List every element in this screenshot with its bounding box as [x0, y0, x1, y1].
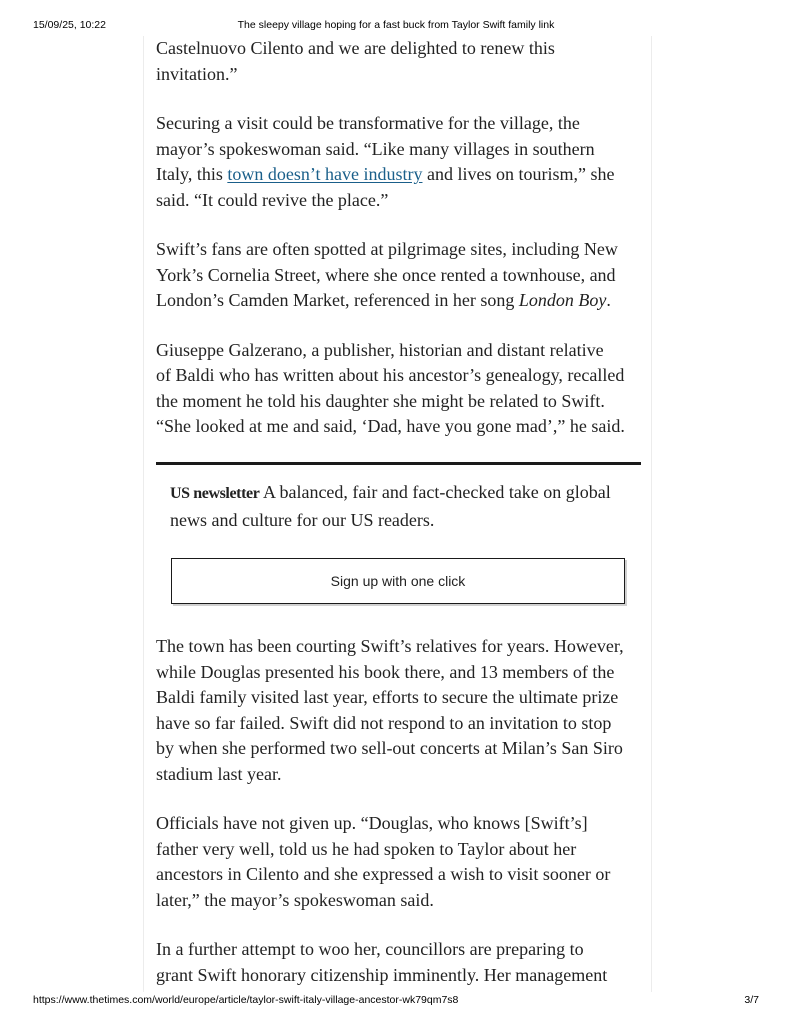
paragraph-line: ancestors in Cilento and she expressed a wish to visit sooner or — [156, 864, 611, 884]
paragraph-line: of Baldi who has written about his ancestor’s genealogy, recalled — [156, 365, 625, 385]
print-footer — [0, 994, 792, 1008]
newsletter-promo — [156, 462, 641, 589]
paragraph-line — [156, 162, 646, 188]
article-paragraph — [156, 338, 646, 440]
paragraph-line: Castelnuovo Cilento and we are delighted to renew this — [156, 38, 555, 58]
paragraph-line — [156, 288, 646, 314]
town-industry-link[interactable]: town doesn’t have industry — [227, 164, 423, 184]
article-paragraph — [156, 937, 646, 988]
article-paragraph — [156, 811, 646, 913]
print-datetime: 15/09/25, 10:22 — [33, 19, 106, 31]
paragraph-line: said. “It could revive the place.” — [156, 189, 389, 210]
article-paragraph — [156, 634, 646, 787]
article-body — [156, 36, 646, 440]
paragraph-line: have so far failed. Swift did not respond to an invitation to stop — [156, 712, 612, 733]
newsletter-description — [170, 479, 641, 533]
paragraph-line: mayor’s spokeswoman said. “Like many villages in southern — [156, 138, 595, 159]
paragraph-line: Officials have not given up. “Douglas, who knows [Swift’s] — [156, 813, 588, 833]
paragraph-line: stadium last year. — [156, 763, 282, 784]
print-page-title: The sleepy village hoping for a fast buck from Taylor Swift family link — [237, 19, 555, 31]
paragraph-line: Giuseppe Galzerano, a publisher, historian and distant relative — [156, 339, 604, 360]
newsletter-text: news and culture for our US readers. — [170, 510, 435, 530]
article-paragraph — [156, 36, 646, 87]
paragraph-line: father very well, told us he had spoken to Taylor about her — [156, 838, 577, 859]
column-divider-right — [651, 36, 652, 992]
paragraph-line: later,” the mayor’s spokeswoman said. — [156, 889, 434, 910]
song-title: London Boy — [518, 290, 607, 310]
paragraph-line: the moment he told his daughter she might be related to Swift. — [156, 390, 605, 411]
text-run: . — [606, 290, 611, 310]
paragraph-line: Securing a visit could be transformative for the village, the — [156, 113, 580, 133]
newsletter-text: A balanced, fair and fact-checked take on global — [259, 482, 611, 502]
article-paragraph — [156, 237, 646, 314]
paragraph-line: Swift’s fans are often spotted at pilgrimage sites, including New — [156, 239, 618, 259]
newsletter-signup-button[interactable]: Sign up with one click — [171, 558, 625, 604]
print-url: https://www.thetimes.com/world/europe/article/taylor-swift-italy-village-ancestor-wk79qm7s8 — [33, 994, 459, 1006]
text-run: London’s Camden Market, referenced in her song — [156, 290, 519, 310]
newsletter-label: US newsletter — [170, 485, 260, 502]
column-divider-left — [143, 36, 144, 992]
print-page-number: 3/7 — [744, 994, 759, 1006]
paragraph-line: Baldi family visited last year, efforts to secure the ultimate prize — [156, 687, 619, 707]
paragraph-line: while Douglas presented his book there, and 13 members of the — [156, 661, 615, 682]
paragraph-line: by when she performed two sell-out concerts at Milan’s San Siro — [156, 738, 623, 758]
paragraph-line: “She looked at me and said, ‘Dad, have you gone mad’,” he said. — [156, 416, 625, 436]
paragraph-line: The town has been courting Swift’s relatives for years. However, — [156, 636, 624, 656]
article-body-continued — [156, 634, 646, 988]
text-run: and lives on tourism,” she — [422, 164, 615, 184]
print-header — [0, 19, 792, 33]
text-run: Italy, this — [156, 164, 228, 184]
paragraph-line: invitation.” — [156, 63, 238, 84]
paragraph-line: grant Swift honorary citizenship imminently. Her management — [156, 964, 608, 985]
paragraph-line: In a further attempt to woo her, councillors are preparing to — [156, 939, 584, 959]
paragraph-line: York’s Cornelia Street, where she once rented a townhouse, and — [156, 264, 616, 285]
article-paragraph — [156, 111, 646, 213]
